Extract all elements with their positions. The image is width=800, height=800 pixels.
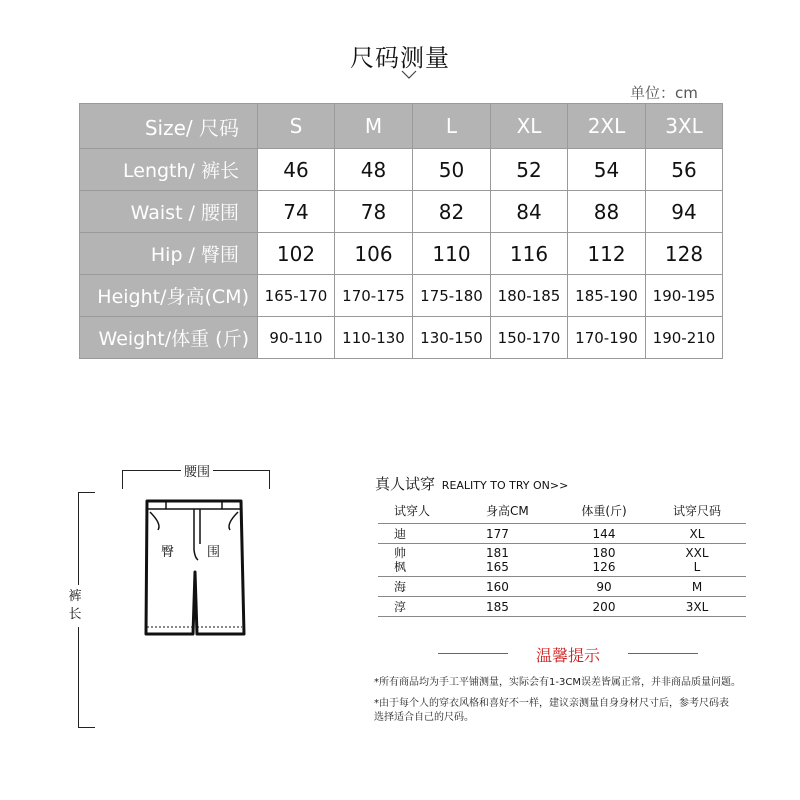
- table-cell: 90-110: [258, 317, 335, 359]
- size-header-row: [80, 104, 723, 149]
- tryon-title-cn: 真人试穿: [375, 475, 436, 493]
- tryon-size-cell: [648, 544, 746, 577]
- size-column-header: L: [413, 104, 491, 149]
- table-cell: 165-170: [258, 275, 335, 317]
- size-column-header: S: [258, 104, 335, 149]
- table-cell: 88: [568, 191, 646, 233]
- height-row: [80, 275, 723, 317]
- table-cell: 94: [646, 191, 723, 233]
- length-label-top: 裤: [68, 589, 82, 604]
- table-cell: 82: [413, 191, 491, 233]
- table-cell: 106: [335, 233, 413, 275]
- waist-label: 腰围: [181, 461, 213, 480]
- table-cell: 180-185: [491, 275, 568, 317]
- row-header: Size/ 尺码: [80, 104, 258, 149]
- tryon-size: L: [693, 560, 701, 574]
- hip-label-right: 围: [206, 541, 221, 560]
- tryon-size: 3XL: [648, 597, 746, 617]
- tip-heading: [438, 643, 698, 665]
- table-cell: 112: [568, 233, 646, 275]
- tryon-height-cell: [458, 544, 560, 577]
- table-cell: 48: [335, 149, 413, 191]
- table-cell: 150-170: [491, 317, 568, 359]
- tryon-column-header: 试穿人: [378, 497, 458, 524]
- tryon-name: 海: [378, 577, 458, 597]
- tryon-column-header: 体重(斤): [560, 497, 648, 524]
- waist-row: [80, 191, 723, 233]
- table-cell: 175-180: [413, 275, 491, 317]
- table-cell: 110-130: [335, 317, 413, 359]
- length-label: [66, 585, 84, 627]
- tryon-title-en: REALITY TO TRY ON>>: [441, 479, 569, 492]
- table-cell: 54: [568, 149, 646, 191]
- tip-note: *由于每个人的穿衣风格和喜好不一样，建议亲测量自身身材尺寸后，参考尺码表: [374, 698, 729, 709]
- tryon-height: 160: [458, 577, 560, 597]
- tryon-column-header: 试穿尺码: [648, 497, 746, 524]
- tip-note: *所有商品均为手工平铺测量，实际会有1-3CM误差皆属正常，并非商品质量问题。: [374, 677, 741, 688]
- tryon-size: XL: [648, 524, 746, 544]
- tryon-weight: 200: [560, 597, 648, 617]
- table-cell: 170-190: [568, 317, 646, 359]
- table-cell: 116: [491, 233, 568, 275]
- hip-row: [80, 233, 723, 275]
- table-cell: 84: [491, 191, 568, 233]
- table-cell: 110: [413, 233, 491, 275]
- chevron-down-icon: [401, 70, 417, 80]
- tryon-weight-cell: [560, 544, 648, 577]
- table-cell: 185-190: [568, 275, 646, 317]
- row-header: Height/身高(CM): [80, 275, 258, 317]
- tip-title: 温馨提示: [535, 646, 600, 665]
- length-label-bottom: 长: [68, 607, 82, 622]
- tryon-size: XXL: [685, 546, 709, 560]
- tryon-name: 枫: [394, 560, 407, 574]
- length-row: [80, 149, 723, 191]
- table-cell: 50: [413, 149, 491, 191]
- size-column-header: XL: [491, 104, 568, 149]
- page-title: 尺码测量: [350, 44, 450, 72]
- tryon-height: 177: [458, 524, 560, 544]
- table-cell: 102: [258, 233, 335, 275]
- tryon-title: [375, 473, 568, 494]
- size-column-header: 3XL: [646, 104, 723, 149]
- tip-note: 选择适合自己的尺码。: [374, 712, 474, 723]
- tryon-size: M: [648, 577, 746, 597]
- table-cell: 46: [258, 149, 335, 191]
- table-cell: 128: [646, 233, 723, 275]
- table-cell: 56: [646, 149, 723, 191]
- table-row: [378, 544, 746, 577]
- table-cell: 52: [491, 149, 568, 191]
- table-cell: 190-195: [646, 275, 723, 317]
- table-cell: 190-210: [646, 317, 723, 359]
- row-header: Waist / 腰围: [80, 191, 258, 233]
- table-row: [378, 597, 746, 617]
- unit-label: 单位：cm: [630, 84, 698, 102]
- table-cell: 170-175: [335, 275, 413, 317]
- table-row: [378, 524, 746, 544]
- row-header: Length/ 裤长: [80, 149, 258, 191]
- size-column-header: M: [335, 104, 413, 149]
- tryon-name-cell: [378, 544, 458, 577]
- shorts-illustration: [140, 498, 250, 643]
- tryon-height: 181: [486, 546, 509, 560]
- table-cell: 78: [335, 191, 413, 233]
- weight-row: [80, 317, 723, 359]
- table-row: [378, 577, 746, 597]
- tryon-weight: 90: [560, 577, 648, 597]
- tryon-height: 165: [486, 560, 509, 574]
- table-cell: 74: [258, 191, 335, 233]
- row-header: Hip / 臀围: [80, 233, 258, 275]
- tryon-name: 迪: [378, 524, 458, 544]
- tryon-table: [378, 497, 746, 617]
- tryon-weight: 180: [592, 546, 616, 560]
- tryon-weight: 144: [560, 524, 648, 544]
- size-chart-table: [79, 103, 723, 359]
- table-cell: 130-150: [413, 317, 491, 359]
- size-column-header: 2XL: [568, 104, 646, 149]
- tryon-header-row: [378, 497, 746, 524]
- tryon-weight: 126: [592, 560, 616, 574]
- row-header: Weight/体重 (斤): [80, 317, 258, 359]
- hip-label-left: 臀: [160, 541, 175, 560]
- tryon-name: 淳: [378, 597, 458, 617]
- tryon-column-header: 身高CM: [458, 497, 560, 524]
- tryon-height: 185: [458, 597, 560, 617]
- tryon-name: 帅: [394, 546, 407, 560]
